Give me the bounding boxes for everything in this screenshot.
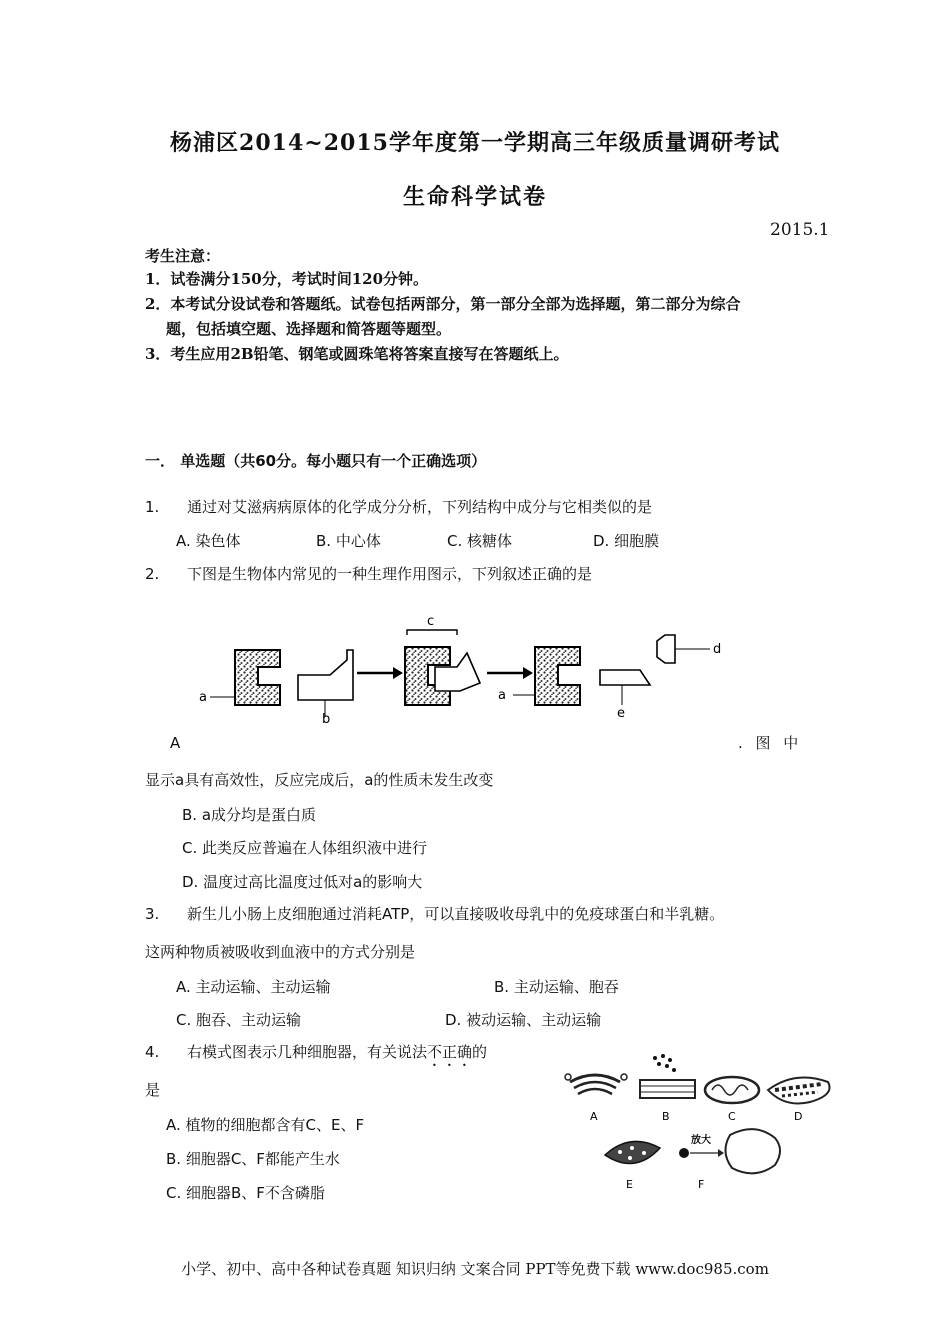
- q2-option-a-cont: 显示a具有高效性，反应完成后，a的性质未发生改变: [145, 771, 494, 789]
- section-title: 一． 单选题（共60分。每小题只有一个正确选项）: [145, 452, 487, 470]
- q4-stem: 4. 右模式图表示几种细胞器，有关说法不正确的: [145, 1043, 488, 1061]
- q1-option-b: B. 中心体: [316, 532, 381, 550]
- q3-option-d: D. 被动运输、主动运输: [445, 1011, 602, 1029]
- enzyme-reaction-diagram: [195, 605, 735, 725]
- exam-title: 杨浦区2014~2015学年度第一学期高三年级质量调研考试: [170, 130, 780, 156]
- notice-item-2: 2．本考试分设试卷和答题纸。试卷包括两部分，第一部分全部为选择题，第二部分为综合: [145, 295, 741, 313]
- notice-item-3: 3．考生应用2B铅笔、钢笔或圆珠笔将答案直接写在答题纸上。: [145, 345, 569, 363]
- q1-stem: 1. 通过对艾滋病病原体的化学成分分析，下列结构中成分与它相类似的是: [145, 498, 653, 516]
- organelle-b-ribosome: [640, 1054, 695, 1098]
- q4-number: 4.: [145, 1043, 160, 1061]
- organelle-label-b: B: [662, 1110, 670, 1123]
- q3-option-c: C. 胞吞、主动运输: [176, 1011, 302, 1029]
- q2-option-a-label: A: [170, 734, 181, 752]
- organelle-label-c: C: [728, 1110, 736, 1123]
- label-e: e: [617, 706, 625, 721]
- q1-option-a: A. 染色体: [176, 532, 241, 550]
- substrate-shape: [298, 650, 353, 700]
- product-d-shape: [657, 635, 675, 663]
- notice-item-2-cont: 题，包括填空题、选择题和简答题等题型。: [166, 320, 452, 338]
- label-c: c: [427, 614, 435, 629]
- q2-option-d: D. 温度过高比温度过低对a的影响大: [182, 873, 423, 891]
- exam-subtitle: 生命科学试卷: [402, 184, 547, 210]
- notice-item-1: 1．试卷满分150分，考试时间120分钟。: [145, 270, 429, 288]
- q1-option-d: D. 细胞膜: [593, 532, 660, 550]
- enlarge-label: 放大: [691, 1135, 711, 1146]
- organelle-e: [605, 1141, 660, 1163]
- label-a-1: a: [199, 690, 207, 705]
- organelle-label-a: A: [590, 1110, 598, 1123]
- q2-option-b: B. a成分均是蛋白质: [182, 806, 317, 824]
- q3-stem-cont: 这两种物质被吸收到血液中的方式分别是: [145, 943, 416, 961]
- page-footer: 小学、初中、高中各种试卷真题 知识归纳 文案合同 PPT等免费下载 www.doc985.com: [181, 1260, 769, 1278]
- q3-option-a: A. 主动运输、主动运输: [176, 978, 331, 996]
- q4-option-a: A. 植物的细胞都含有C、E、F: [166, 1116, 365, 1134]
- q4-option-c: C. 细胞器B、F不含磷脂: [166, 1184, 325, 1202]
- organelle-a-golgi: [565, 1074, 627, 1094]
- q2-option-c: C. 此类反应普遍在人体组织液中进行: [182, 839, 428, 857]
- q3-stem: 3. 新生儿小肠上皮细胞通过消耗ATP，可以直接吸收母乳中的免疫球蛋白和半乳糖。: [145, 905, 725, 923]
- organelle-d-chloroplast: [768, 1078, 830, 1104]
- notice-heading: 考生注意：: [145, 247, 221, 265]
- product-e-shape: [600, 670, 650, 685]
- q2-number: 2.: [145, 565, 160, 583]
- organelle-label-d: D: [794, 1110, 803, 1123]
- q2-option-a-tail: . 图 中: [738, 734, 803, 752]
- enzyme-shape-1: [235, 650, 280, 705]
- q4-stem-cont: 是: [145, 1081, 161, 1099]
- organelle-label-f: F: [698, 1178, 705, 1191]
- q4-emphasis: 不正确: [427, 1043, 473, 1061]
- organelle-c-mitochondrion: [705, 1077, 759, 1103]
- label-b: b: [322, 712, 331, 725]
- q2-stem: 2. 下图是生物体内常见的一种生理作用图示，下列叙述正确的是: [145, 565, 593, 583]
- q1-option-c: C. 核糖体: [447, 532, 513, 550]
- label-d: d: [713, 642, 722, 657]
- q3-number: 3.: [145, 905, 160, 923]
- q3-option-b: B. 主动运输、胞吞: [494, 978, 619, 996]
- organelle-diagram: [560, 1050, 840, 1195]
- exam-date: 2015.1: [770, 220, 830, 240]
- q1-number: 1.: [145, 498, 160, 516]
- label-a-2: a: [498, 688, 506, 703]
- enzyme-shape-3: [535, 647, 580, 705]
- q4-option-b: B. 细胞器C、F都能产生水: [166, 1150, 340, 1168]
- organelle-label-e: E: [626, 1178, 633, 1191]
